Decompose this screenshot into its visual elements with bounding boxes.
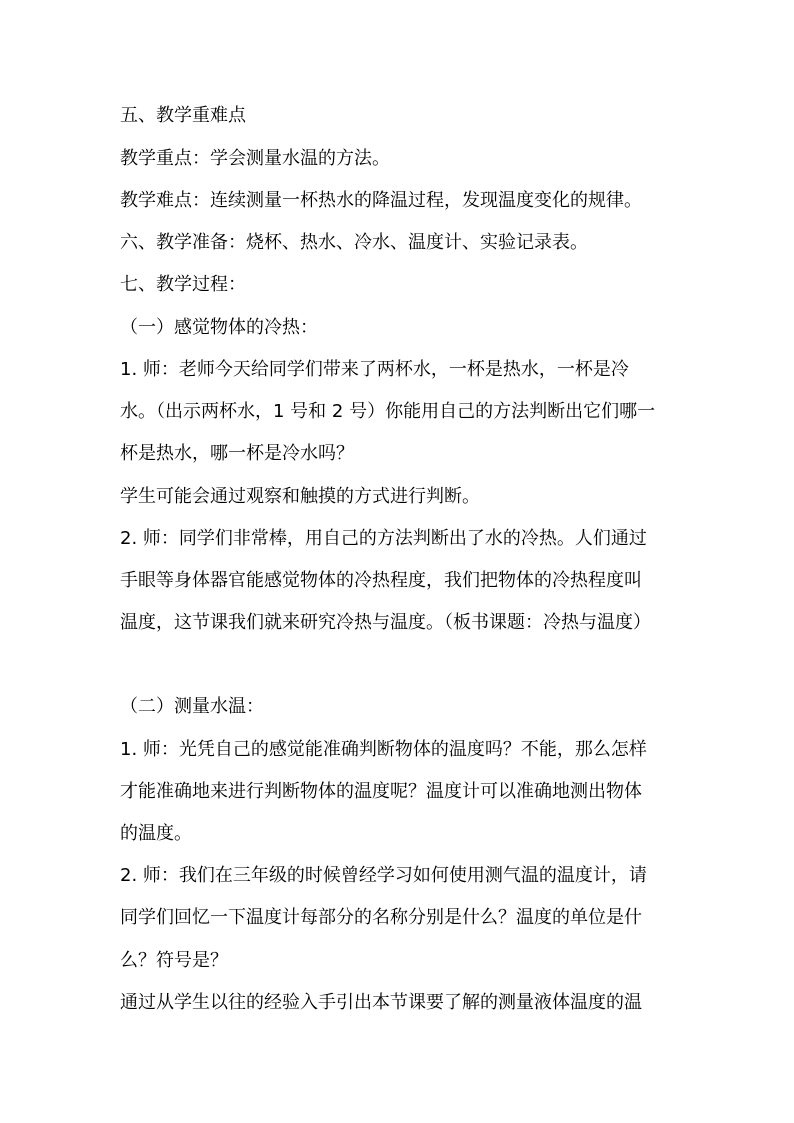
paragraph-line: 温度，这节课我们就来研究冷热与温度。（板书课题：冷热与温度） [120, 612, 651, 633]
heading-key-points: 五、教学重难点 [120, 105, 246, 126]
paragraph-line: 2. 师：我们在三年级的时候曾经学习如何使用测气温的温度计，请 [120, 865, 647, 886]
paragraph-difficulty: 教学难点：连续测量一杯热水的降温过程，发现温度变化的规律。 [120, 190, 642, 211]
paragraph-line: 通过从学生以往的经验入手引出本节课要了解的测量液体温度的温 [120, 992, 642, 1013]
paragraph-line: 的温度。 [120, 823, 192, 844]
paragraph-line: 么？符号是？ [120, 950, 228, 971]
paragraph-line: 1. 师：老师今天给同学们带来了两杯水，一杯是热水，一杯是冷 [120, 359, 629, 380]
subheading-feel-temperature: （一）感觉物体的冷热： [120, 317, 318, 338]
subheading-measure-water: （二）测量水温： [120, 696, 264, 717]
paragraph-line: 手眼等身体器官能感觉物体的冷热程度，我们把物体的冷热程度叫 [120, 570, 642, 591]
paragraph-line: 杯是热水，哪一杯是冷水吗？ [120, 443, 354, 464]
heading-process: 七、教学过程： [120, 274, 246, 295]
paragraph-key-point: 教学重点：学会测量水温的方法。 [120, 148, 390, 169]
paragraph-preparation: 六、教学准备：烧杯、热水、冷水、温度计、实验记录表。 [120, 232, 588, 253]
paragraph-line: 2. 师：同学们非常棒，用自己的方法判断出了水的冷热。人们通过 [120, 528, 647, 549]
paragraph-line: 水。（出示两杯水，1 号和 2 号）你能用自己的方法判断出它们哪一 [120, 401, 656, 422]
paragraph-line: 学生可能会通过观察和触摸的方式进行判断。 [120, 486, 480, 507]
paragraph-line: 才能准确地来进行判断物体的温度呢？温度计可以准确地测出物体 [120, 781, 642, 802]
paragraph-line: 同学们回忆一下温度计每部分的名称分别是什么？温度的单位是什 [120, 907, 642, 928]
paragraph-line: 1. 师：光凭自己的感觉能准确判断物体的温度吗？不能，那么怎样 [120, 739, 647, 760]
